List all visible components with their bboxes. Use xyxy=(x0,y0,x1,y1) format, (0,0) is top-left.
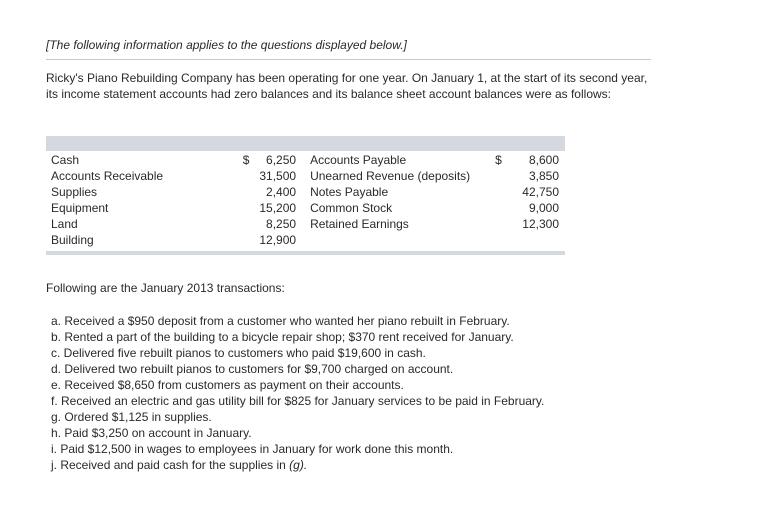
divider xyxy=(46,59,651,60)
transaction-item xyxy=(51,409,544,425)
right-amount-cell xyxy=(495,151,565,168)
balance-table xyxy=(46,136,565,255)
left-amount-cell xyxy=(243,232,310,248)
table-header-bar xyxy=(46,136,565,151)
left-amount: 15,200 xyxy=(259,201,297,215)
left-amount-cell xyxy=(243,168,310,184)
left-account: Accounts Receivable xyxy=(51,169,164,183)
transaction-item xyxy=(51,313,544,329)
table-footer-bar xyxy=(46,251,565,255)
right-account: Common Stock xyxy=(310,201,393,215)
transaction-list xyxy=(51,313,544,473)
balance-row xyxy=(46,216,565,232)
right-account: Notes Payable xyxy=(310,185,389,199)
left-amount: 31,500 xyxy=(259,169,297,183)
right-amount: 12,300 xyxy=(522,217,559,231)
problem-text: Ricky's Piano Rebuilding Company has been operating for one year. On January 1, at the start of its second year, its income statement accounts had zero balances and its balance sheet account balances were as follows: xyxy=(46,71,648,101)
left-amount: 6,250 xyxy=(266,153,297,167)
right-amount: 8,600 xyxy=(528,153,559,167)
right-account: Retained Earnings xyxy=(310,217,409,231)
transaction-text: i. Paid $12,500 in wages to employees in January for work done this month. xyxy=(51,442,454,456)
transaction-text: j. Received and paid cash for the supplies in xyxy=(51,458,290,472)
right-amount-cell xyxy=(495,200,565,216)
left-amount: 2,400 xyxy=(266,185,297,199)
transaction-ref: (g). xyxy=(289,458,308,472)
transaction-text: f. Received an electric and gas utility bill for $825 for January services to be paid in February. xyxy=(51,394,545,408)
transaction-item xyxy=(51,377,544,393)
right-amount: 42,750 xyxy=(522,185,559,199)
transaction-item xyxy=(51,345,544,361)
transaction-text: b. Rented a part of the building to a bicycle repair shop; $370 rent received for January. xyxy=(51,330,514,344)
right-amount: 3,850 xyxy=(528,169,559,183)
transaction-item xyxy=(51,441,544,457)
transaction-text: a. Received a $950 deposit from a customer who wanted her piano rebuilt in February. xyxy=(51,314,510,328)
right-amount: 9,000 xyxy=(528,201,559,215)
following-text: Following are the January 2013 transactions: xyxy=(46,281,285,295)
transaction-text: e. Received $8,650 from customers as payment on their accounts. xyxy=(51,378,404,392)
right-amount-cell xyxy=(495,184,565,200)
intro-note: [The following information applies to the questions displayed below.] xyxy=(46,38,407,52)
right-account: Unearned Revenue (deposits) xyxy=(310,169,471,183)
balance-row xyxy=(46,168,565,184)
left-amount: 12,900 xyxy=(259,233,297,247)
left-amount-cell xyxy=(243,216,310,232)
balance-row xyxy=(46,184,565,200)
balance-row xyxy=(46,200,565,216)
left-account: Land xyxy=(51,217,78,231)
transaction-item xyxy=(51,329,544,345)
left-account: Supplies xyxy=(51,185,98,199)
right-account: Accounts Payable xyxy=(310,153,407,167)
transaction-text: h. Paid $3,250 on account in January. xyxy=(51,426,252,440)
transaction-item xyxy=(51,361,544,377)
transaction-item xyxy=(51,457,544,473)
left-account: Equipment xyxy=(51,201,109,215)
right-amount-cell xyxy=(495,232,565,248)
left-dollar-sign: $ xyxy=(242,153,250,167)
balance-row xyxy=(46,151,565,168)
left-amount-cell xyxy=(243,151,310,168)
left-account: Cash xyxy=(51,153,80,167)
left-account: Building xyxy=(51,233,94,247)
left-amount: 8,250 xyxy=(266,217,297,231)
right-amount-cell xyxy=(495,168,565,184)
right-account xyxy=(310,232,495,248)
right-amount-cell xyxy=(495,216,565,232)
balance-rows xyxy=(46,151,565,248)
transaction-text: g. Ordered $1,125 in supplies. xyxy=(51,410,212,424)
left-amount-cell xyxy=(243,184,310,200)
transaction-text: c. Delivered five rebuilt pianos to customers who paid $19,600 in cash. xyxy=(51,346,426,360)
left-amount-cell xyxy=(243,200,310,216)
transaction-text: d. Delivered two rebuilt pianos to customers for $9,700 charged on account. xyxy=(51,362,454,376)
transaction-item xyxy=(51,393,544,409)
balance-row xyxy=(46,232,565,248)
transaction-item xyxy=(51,425,544,441)
right-dollar-sign: $ xyxy=(495,153,502,167)
